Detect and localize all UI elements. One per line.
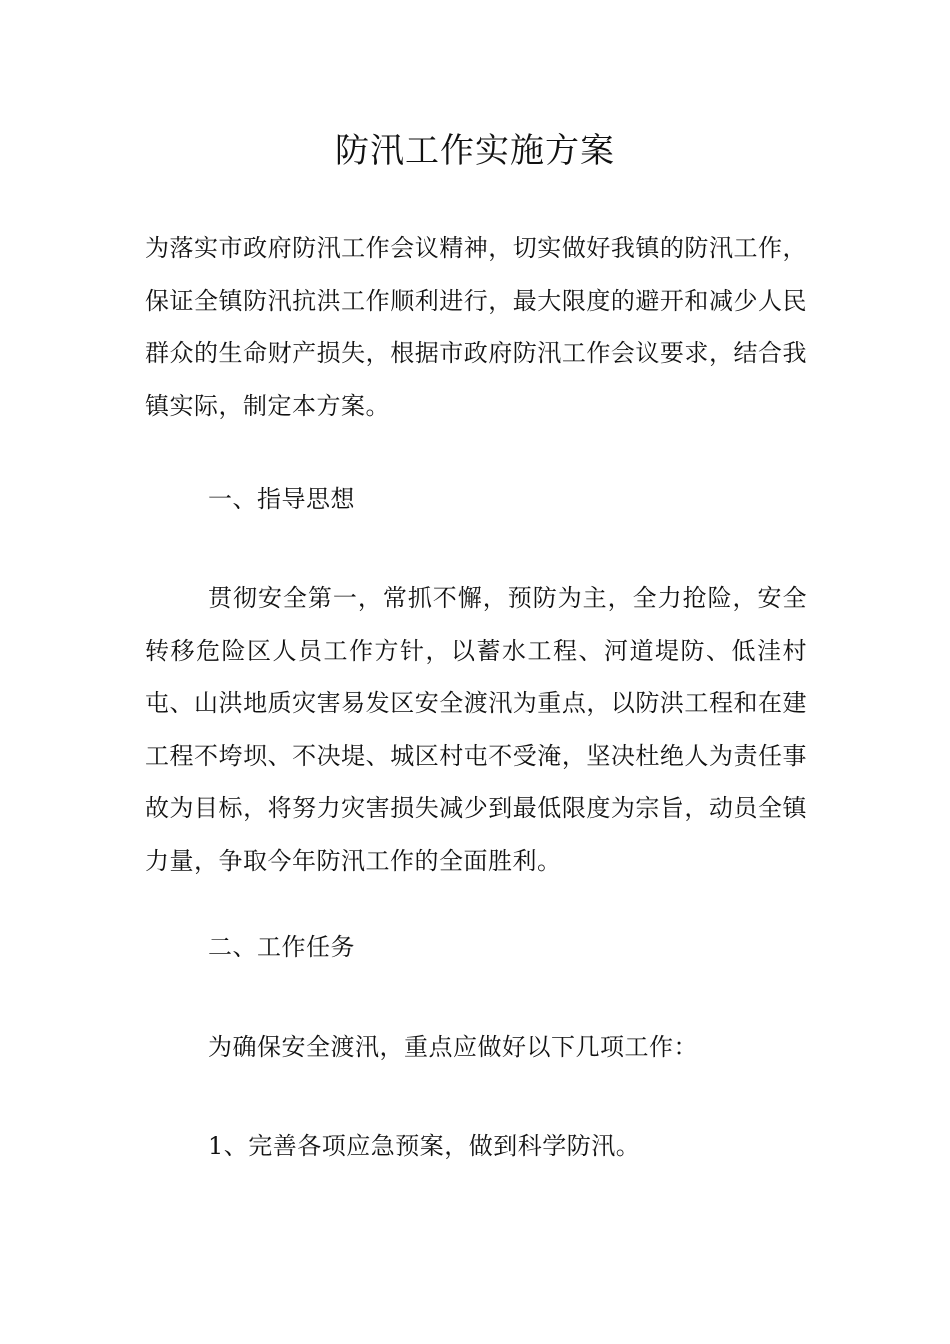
section-heading-guiding-ideology: 一、指导思想 — [208, 485, 355, 513]
document-title: 防汛工作实施方案 — [335, 131, 615, 171]
section-heading-work-tasks: 二、工作任务 — [208, 933, 355, 961]
intro-paragraph: 为落实市政府防汛工作会议精神，切实做好我镇的防汛工作，保证全镇防汛抗洪工作顺利进行，最大限度的避开和减少人民群众的生命财产损失，根据市政府防汛工作会议要求，结合我镇实际，制定本方案。 — [145, 234, 807, 420]
guiding-ideology-paragraph: 贯彻安全第一，常抓不懈，预防为主，全力抢险，安全转移危险区人员工作方针，以蓄水工程、河道堤防、低洼村屯、山洪地质灾害易发区安全渡汛为重点，以防洪工程和在建工程不垮坝、不决堤、城区村屯不受淹，坚决杜绝人为责任事故为目标，将努力灾害损失减少到最低限度为宗旨，动员全镇力量，争取今年防汛工作的全面胜利。 — [145, 584, 807, 875]
work-tasks-intro: 为确保安全渡汛，重点应做好以下几项工作： — [208, 1033, 698, 1061]
work-task-item-1: 1、完善各项应急预案，做到科学防汛。 — [208, 1132, 641, 1160]
